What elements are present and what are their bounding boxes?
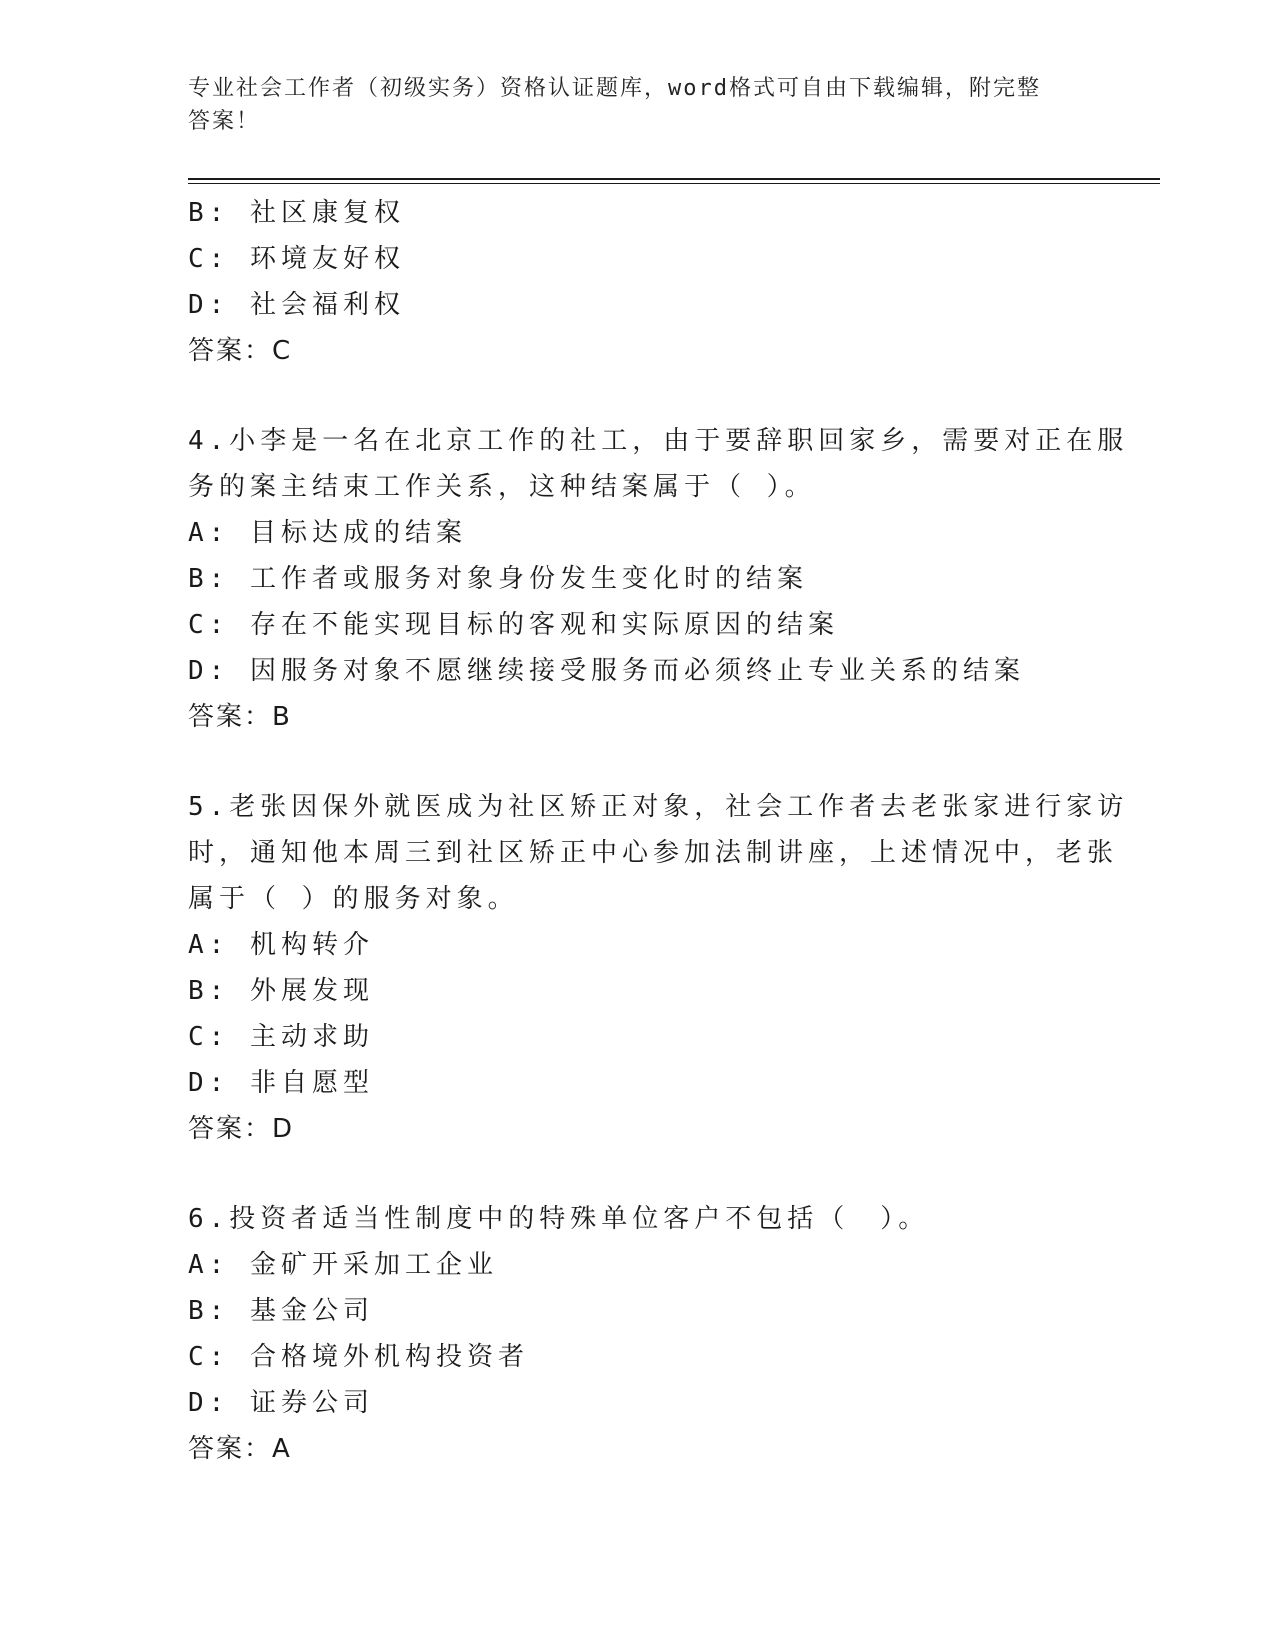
- option-d: D: 证券公司: [188, 1388, 374, 1418]
- question-stem: 6.投资者适当性制度中的特殊单位客户不包括（ ）。: [188, 1204, 930, 1234]
- answer: 答案：A: [188, 1434, 292, 1464]
- option-c: C: 存在不能实现目标的客观和实际原因的结案: [188, 610, 839, 640]
- question-4: [188, 418, 1129, 740]
- option-b: B: 外展发现: [188, 976, 374, 1006]
- option-c: C: 主动求助: [188, 1022, 374, 1052]
- question-stem: 4.小李是一名在北京工作的社工，由于要辞职回家乡，需要对正在服: [188, 426, 1129, 456]
- question-list: [188, 190, 1129, 1472]
- option-a: A: 机构转介: [188, 930, 374, 960]
- option-c: C: 环境友好权: [188, 244, 405, 274]
- question-5: [188, 784, 1129, 1152]
- answer: 答案：D: [188, 1114, 295, 1144]
- option-a: A: 目标达成的结案: [188, 518, 467, 548]
- option-d: D: 社会福利权: [188, 290, 405, 320]
- option-b: B: 基金公司: [188, 1296, 374, 1326]
- question-6: [188, 1196, 1088, 1472]
- question-stem: 务的案主结束工作关系，这种结案属于（ ）。: [188, 472, 816, 502]
- header-rule-thin: [188, 183, 1160, 184]
- question-3-tail: [188, 190, 1088, 374]
- option-a: A: 金矿开采加工企业: [188, 1250, 498, 1280]
- option-d: D: 非自愿型: [188, 1068, 374, 1098]
- option-d: D: 因服务对象不愿继续接受服务而必须终止专业关系的结案: [188, 656, 1025, 686]
- header-line-2: 答案！: [188, 109, 261, 134]
- header-line-1: 专业社会工作者（初级实务）资格认证题库，word格式可自由下载编辑，附完整: [188, 76, 1041, 101]
- option-b: B: 社区康复权: [188, 198, 405, 228]
- answer: 答案：B: [188, 702, 292, 732]
- option-c: C: 合格境外机构投资者: [188, 1342, 529, 1372]
- header-rule-thick: [188, 178, 1160, 180]
- question-stem: 5.老张因保外就医成为社区矫正对象，社会工作者去老张家进行家访: [188, 792, 1129, 822]
- question-stem: 时，通知他本周三到社区矫正中心参加法制讲座，上述情况中，老张: [188, 838, 1119, 868]
- question-stem: 属于（ ）的服务对象。: [188, 884, 519, 914]
- option-b: B: 工作者或服务对象身份发生变化时的结案: [188, 564, 808, 594]
- answer: 答案：C: [188, 336, 293, 366]
- page-header: [188, 72, 1068, 138]
